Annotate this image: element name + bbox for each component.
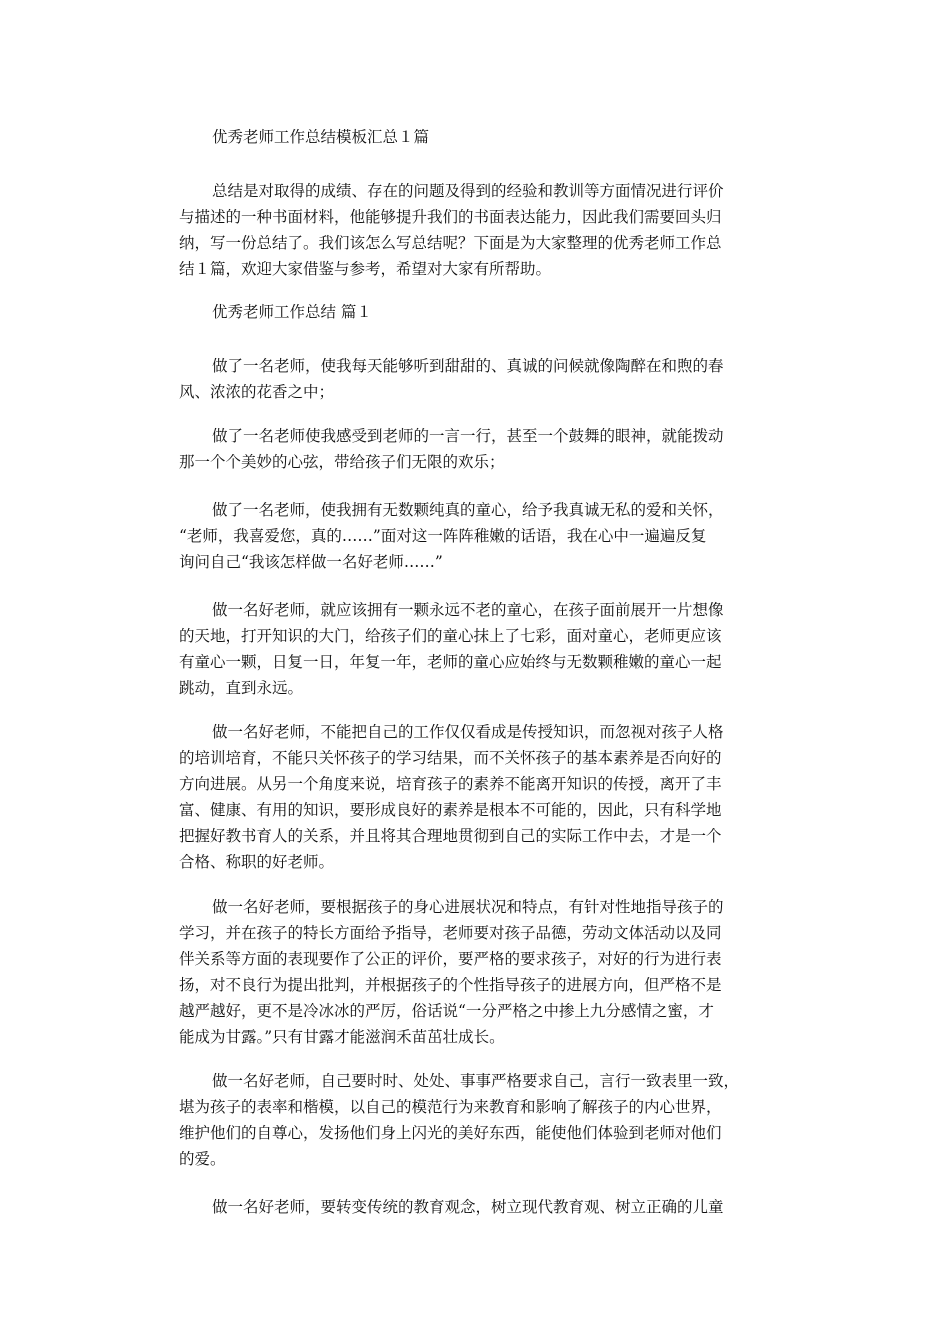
body-paragraph <box>179 423 775 475</box>
intro-paragraph <box>179 178 775 282</box>
body-paragraph <box>179 1068 775 1172</box>
paragraph-line: 的培训培育，不能只关怀孩子的学习结果，而不关怀孩子的基本素养是否向好的 <box>179 749 722 767</box>
paragraph-line: 做一名好老师，要转变传统的教育观念，树立现代教育观、树立正确的儿童 <box>212 1198 724 1216</box>
heading-line: 优秀老师工作总结 篇１ <box>212 303 372 321</box>
paragraph-line: 把握好教书育人的关系，并且将其合理地贯彻到自己的实际工作中去，才是一个 <box>179 827 722 845</box>
paragraph-line: 方向进展。从另一个角度来说，培育孩子的素养不能离开知识的传授，离开了丰 <box>179 775 722 793</box>
paragraph-line: 做一名好老师，要根据孩子的身心进展状况和特点，有针对性地指导孩子的 <box>212 898 724 916</box>
body-paragraph <box>179 1194 775 1220</box>
paragraph-line: 结１篇，欢迎大家借鉴与参考，希望对大家有所帮助。 <box>179 260 552 278</box>
paragraph-line: 学习，并在孩子的特长方面给予指导，老师要对孩子品德，劳动文体活动以及同 <box>179 924 722 942</box>
title-line: 优秀老师工作总结模板汇总１篇 <box>212 128 430 146</box>
section-heading <box>179 299 808 325</box>
paragraph-line: 与描述的一种书面材料，他能够提升我们的书面表达能力，因此我们需要回头归 <box>179 208 722 226</box>
paragraph-line: 做了一名老师，使我拥有无数颗纯真的童心，给予我真诚无私的爱和关怀， <box>212 501 724 519</box>
body-paragraph <box>179 719 775 875</box>
paragraph-line: 做一名好老师，自己要时时、处处、事事严格要求自己，言行一致表里一致， <box>212 1072 740 1090</box>
body-paragraph <box>179 894 775 1050</box>
paragraph-line: 那一个个美妙的心弦，带给孩子们无限的欢乐； <box>179 453 505 471</box>
paragraph-line: 伴关系等方面的表现要作了公正的评价，要严格的要求孩子，对好的行为进行表 <box>179 950 722 968</box>
paragraph-line: 堪为孩子的表率和楷模，以自己的模范行为来教育和影响了解孩子的内心世界， <box>179 1098 722 1116</box>
paragraph-line: 维护他们的自尊心，发扬他们身上闪光的美好东西，能使他们体验到老师对他们 <box>179 1124 722 1142</box>
paragraph-line: 富、健康、有用的知识，要形成良好的素养是根本不可能的，因此，只有科学地 <box>179 801 722 819</box>
paragraph-line: 有童心一颗，日复一日，年复一年，老师的童心应始终与无数颗稚嫩的童心一起 <box>179 653 722 671</box>
paragraph-line: 的天地，打开知识的大门，给孩子们的童心抹上了七彩，面对童心，老师更应该 <box>179 627 722 645</box>
paragraph-line: 做一名好老师，不能把自己的工作仅仅看成是传授知识，而忽视对孩子人格 <box>212 723 724 741</box>
body-paragraph <box>179 597 775 701</box>
paragraph-line: 做了一名老师，使我每天能够听到甜甜的、真诚的问候就像陶醉在和煦的春 <box>212 357 724 375</box>
paragraph-line: 风、浓浓的花香之中； <box>179 383 335 401</box>
paragraph-line: 合格、称职的好老师。 <box>179 853 335 871</box>
paragraph-line: 扬，对不良行为提出批判，并根据孩子的个性指导孩子的进展方向，但严格不是 <box>179 976 722 994</box>
paragraph-line: 总结是对取得的成绩、存在的问题及得到的经验和教训等方面情况进行评价 <box>212 182 724 200</box>
document-title <box>179 124 808 150</box>
paragraph-line: 的爱。 <box>179 1150 226 1168</box>
body-paragraph <box>179 497 775 575</box>
paragraph-line: “老师，我喜爱您，真的……”面对这一阵阵稚嫩的话语，我在心中一遍遍反复 <box>179 527 707 545</box>
paragraph-line: 询问自己“我该怎样做一名好老师……” <box>179 553 443 571</box>
paragraph-line: 做了一名老师使我感受到老师的一言一行，甚至一个鼓舞的眼神，就能拨动 <box>212 427 724 445</box>
paragraph-line: 做一名好老师，就应该拥有一颗永远不老的童心，在孩子面前展开一片想像 <box>212 601 724 619</box>
paragraph-line: 纳，写一份总结了。我们该怎么写总结呢？下面是为大家整理的优秀老师工作总 <box>179 234 722 252</box>
paragraph-line: 跳动，直到永远。 <box>179 679 304 697</box>
paragraph-line: 越严越好，更不是冷冰冰的严厉，俗话说“一分严格之中掺上九分感情之蜜，才 <box>179 1002 714 1020</box>
paragraph-line: 能成为甘露。”只有甘露才能滋润禾苗茁壮成长。 <box>179 1028 505 1046</box>
body-paragraph <box>179 353 775 405</box>
